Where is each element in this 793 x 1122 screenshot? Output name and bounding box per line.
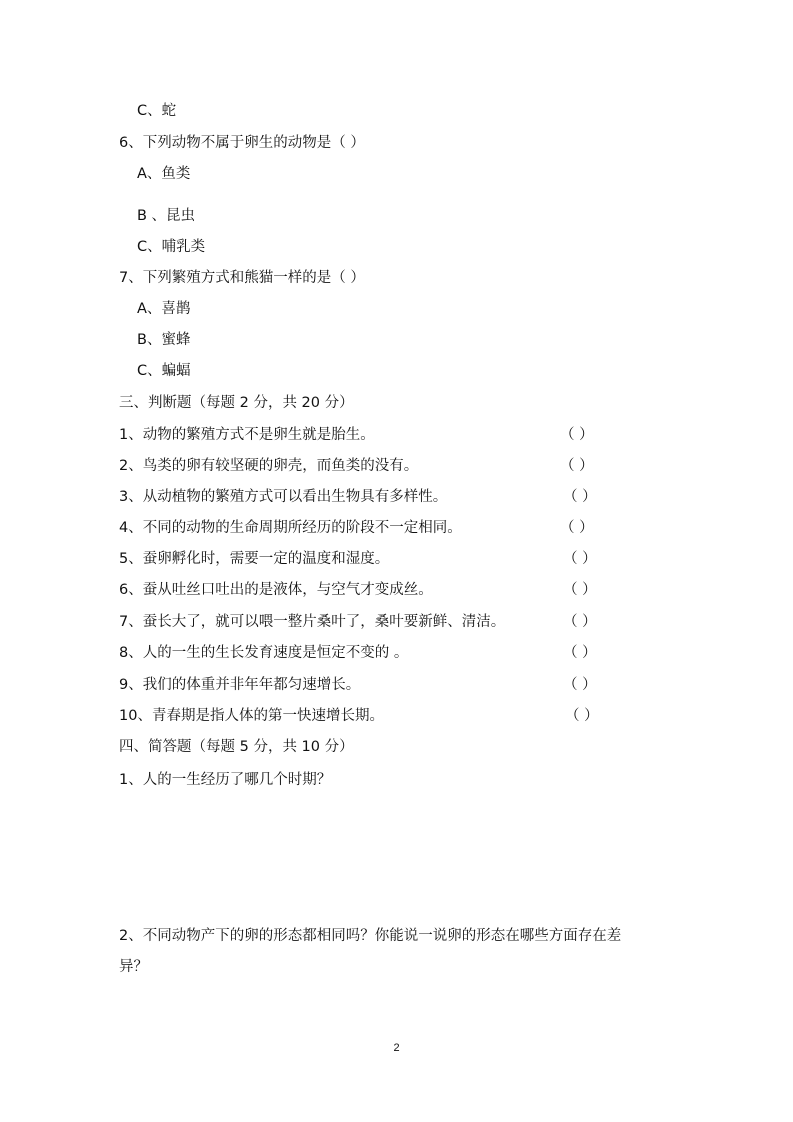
tf-item-8: 8、人的一生的生长发育速度是恒定不变的 。 [119, 645, 409, 661]
tf-item-9: 9、我们的体重并非年年都匀速增长。 [119, 677, 361, 693]
tf-item-3: 3、从动植物的繁殖方式可以看出生物具有多样性。 [119, 489, 448, 505]
tf-item-10: 10、青春期是指人体的第一快速增长期。 [119, 708, 384, 724]
option-c-mammal: C、哺乳类 [137, 239, 206, 255]
answer-blank-10: （ ） [565, 708, 599, 724]
answer-blank-9: （ ） [563, 677, 597, 693]
answer-blank-2: （ ） [560, 458, 594, 474]
answer-blank-7: （ ） [563, 614, 597, 630]
option-a-fish: A、鱼类 [137, 166, 191, 182]
short-answer-1: 1、人的一生经历了哪几个时期？ [119, 772, 332, 788]
tf-item-6: 6、蚕从吐丝口吐出的是液体，与空气才变成丝。 [119, 582, 433, 598]
short-answer-2: 2、不同动物产下的卵的形态都相同吗？你能说一说卵的形态在哪些方面存在差 [119, 928, 622, 944]
option-c-snake: C、蛇 [137, 103, 177, 119]
answer-blank-3: （ ） [563, 489, 597, 505]
answer-blank-1: （ ） [560, 427, 594, 443]
option-c-bat: C、蝙蝠 [137, 363, 191, 379]
page-number: 2 [393, 1042, 400, 1054]
tf-item-7: 7、蚕长大了，就可以喂一整片桑叶了，桑叶要新鲜、清洁。 [119, 614, 506, 630]
option-b-bee: B、蜜蜂 [137, 332, 191, 348]
tf-item-5: 5、蚕卵孵化时，需要一定的温度和湿度。 [119, 551, 390, 567]
answer-blank-6: （ ） [563, 582, 597, 598]
section-4-heading: 四、简答题（每题 5 分，共 10 分） [119, 739, 354, 755]
answer-blank-4: （ ） [560, 520, 594, 536]
option-a-magpie: A、喜鹊 [137, 301, 191, 317]
answer-blank-5: （ ） [563, 551, 597, 567]
question-6: 6、下列动物不属于卵生的动物是（ ） [119, 135, 365, 151]
option-b-insect: B 、昆虫 [137, 208, 196, 224]
question-7: 7、下列繁殖方式和熊猫一样的是（ ） [119, 270, 365, 286]
tf-item-4: 4、不同的动物的生命周期所经历的阶段不一定相同。 [119, 520, 462, 536]
answer-blank-8: （ ） [563, 645, 597, 661]
section-3-heading: 三、判断题（每题 2 分，共 20 分） [119, 395, 354, 411]
tf-item-1: 1、动物的繁殖方式不是卵生就是胎生。 [119, 427, 375, 443]
short-answer-2-continued: 异？ [119, 959, 148, 975]
tf-item-2: 2、鸟类的卵有较坚硬的卵壳，而鱼类的没有。 [119, 458, 419, 474]
